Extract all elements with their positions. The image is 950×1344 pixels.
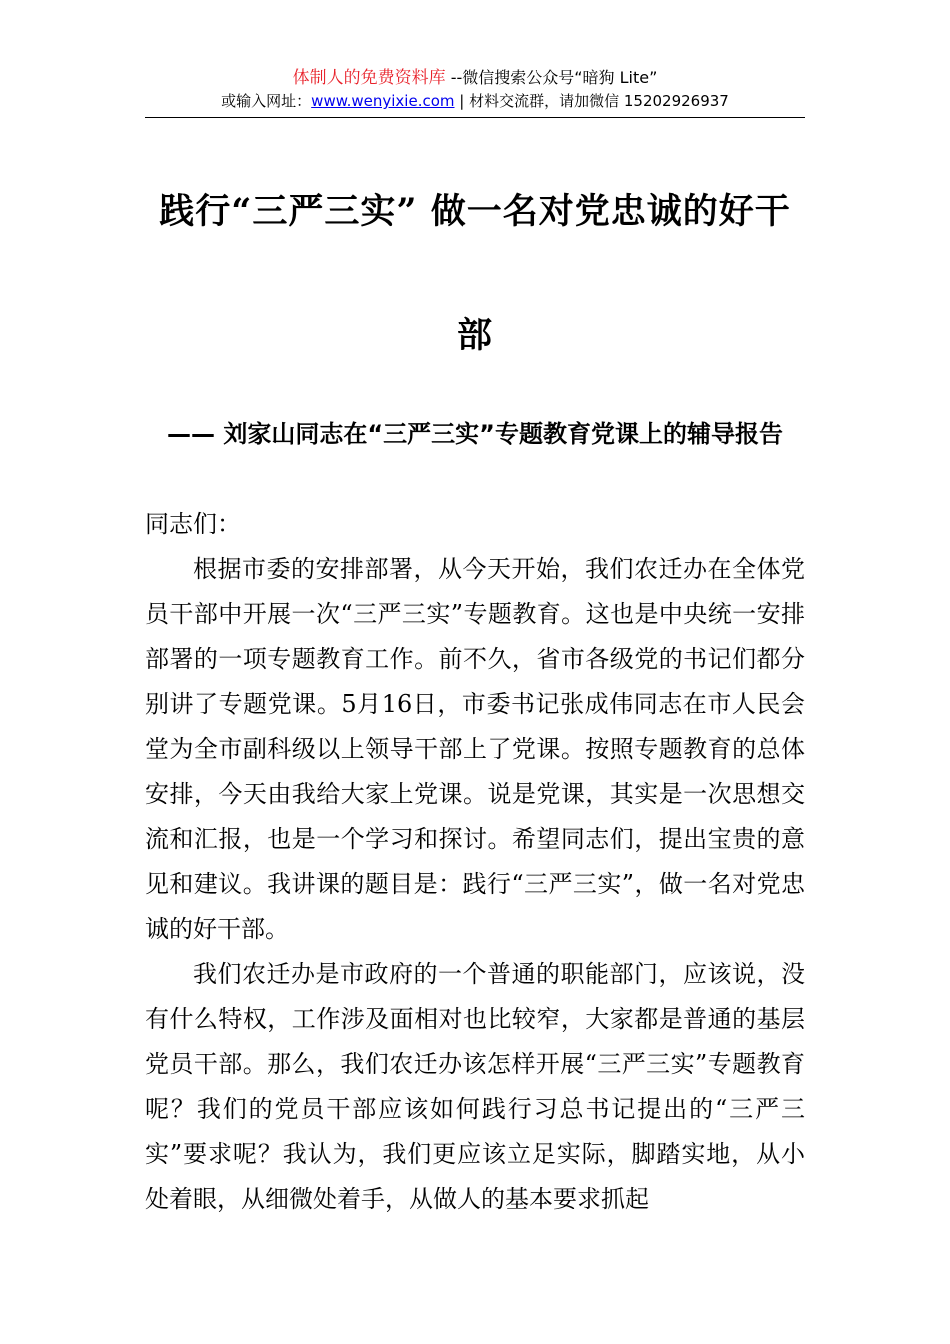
url-prefix: 或输入网址：	[221, 92, 312, 110]
contact-info: | 材料交流群，请加微信 15202926937	[454, 92, 729, 110]
header-divider	[145, 117, 805, 118]
body-paragraph: 我们农迁办是市政府的一个普通的职能部门，应该说，没有什么特权，工作涉及面相对也比较窄，大家都是普通的基层党员干部。那么，我们农迁办该怎样开展“三严三实”专题教育呢？我们的党员干部应该如何践行习总书记提出的“三严三实”要求呢？我认为，我们更应该立足实际，脚踏实地，从小处着眼，从细微处着手，从做人的基本要求抓起	[145, 960, 805, 1213]
body-paragraph: 根据市委的安排部署，从今天开始，我们农迁办在全体党员干部中开展一次“三严三实”专题教育。这也是中央统一安排部署的一项专题教育工作。前不久，省市各级党的书记们都分别讲了专题党课。5月16日，市委书记张成伟同志在市人民会堂为全市副科级以上领导干部上了党课。按照专题教育的总体安排，今天由我给大家上党课。说是党课，其实是一次思想交流和汇报，也是一个学习和探讨。希望同志们，提出宝贵的意见和建议。我讲课的题目是：践行“三严三实”，做一名对党忠诚的好干部。	[145, 555, 805, 943]
document-body	[145, 502, 805, 1222]
document-title: 践行“三严三实” 做一名对党忠诚的好干部	[159, 191, 791, 356]
header-line-2	[145, 90, 805, 112]
search-hint: --微信搜索公众号“暗狗 Lite”	[445, 68, 658, 87]
site-name: 体制人的免费资料库	[292, 68, 446, 88]
page-header	[145, 66, 805, 112]
website-link[interactable]: www.wenyixie.com	[311, 92, 455, 110]
document-subtitle: —— 刘家山同志在“三严三实”专题教育党课上的辅导报告	[167, 420, 783, 448]
header-line-1	[145, 66, 805, 90]
salutation: 同志们：	[145, 510, 241, 538]
